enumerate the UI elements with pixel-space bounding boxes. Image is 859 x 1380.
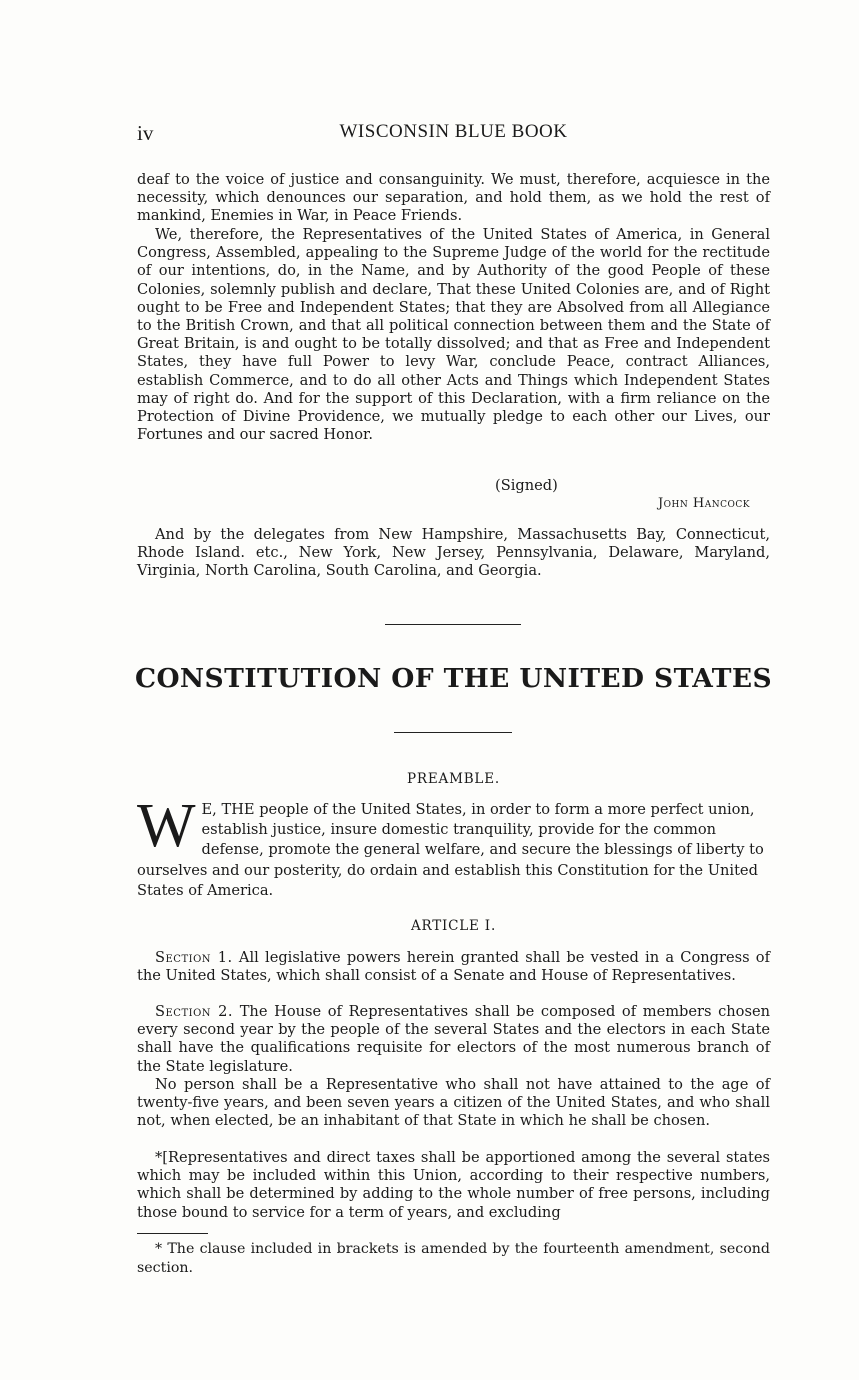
section-2-paragraph-2: No person shall be a Representative who shall not have attained to the age of twenty-five years, and been seven years a citizen of the United States, and who shall not, when elected, be an inhabitant of that State in which he shall be chosen. [137,1076,770,1130]
page-number: iv [137,121,154,145]
declaration-continuation: deaf to the voice of justice and consanguinity. We must, therefore, acquiesce in the necessity, which denounces our separation, and hold them, as we hold the rest of mankind, Enemies in War, in Peace Friends. [137,171,770,225]
section-2-paragraph-3: *[Representatives and direct taxes shall be apportioned among the several states which may be included within this Union, according to their respective numbers, which shall be determined by adding to the whole number of free persons, including those bound to service for a term of years, and excluding [137,1149,770,1221]
signer-name: John Hancock [657,496,750,511]
preamble [137,792,770,900]
section-2 [137,1003,770,1076]
signed-label: (Signed) [495,477,558,494]
delegates-paragraph: And by the delegates from New Hampshire, Massachusetts Bay, Connecticut, Rhode Island. etc., New York, New Jersey, Pennsylvania, Delaware, Maryland, Virginia, North Carolina, South Carolina, and Georgia. [137,526,770,580]
section-2-label: Section 2. [155,1003,234,1020]
page-header [137,121,770,149]
footnote: * The clause included in brackets is amended by the fourteenth amendment, second section. [137,1241,770,1276]
article-heading: ARTICLE I. [410,918,497,934]
preamble-heading: PREAMBLE. [407,771,500,787]
footnote-rule [137,1233,208,1234]
section-1-label: Section 1. [155,949,233,966]
running-title: WISCONSIN BLUE BOOK [339,121,568,142]
section-1-text: All legislative powers herein granted shall be vested in a Congress of the United States, which shall consist of a Senate and House of Representatives. [137,949,770,985]
constitution-title: CONSTITUTION OF THE UNITED STATES [134,663,773,694]
preamble-drop-cap: W [137,792,196,860]
section-divider-bottom [394,732,512,733]
section-2-text: The House of Representatives shall be composed of members chosen every second year by the people of the several States and the electors in each State shall have the qualifications requisite for electors of the most numerous branch of the State legislature. [137,1003,770,1075]
section-divider-top [385,624,521,625]
preamble-text: E, THE people of the United States, in order to form a more perfect union, establish justice, insure domestic tranquility, provide for the common defense, promote the general welfare, and secure the blessings of liberty to ourselves and our posterity, do ordain and establish this Constitution for the United States of America. [137,801,764,899]
declaration-final-paragraph: We, therefore, the Representatives of the United States of America, in General Congress, Assembled, appealing to the Supreme Judge of the world for the rectitude of our intentions, do, in the Name, and by Authority of the good People of these Colonies, solemnly publish and declare, That these United Colonies are, and of Right ought to be Free and Independent States; that they are Absolved from all Allegiance to the British Crown, and that all political connection between them and the State of Great Britain, is and ought to be totally dissolved; and that as Free and Independent States, they have full Power to levy War, conclude Peace, contract Alliances, establish Commerce, and to do all other Acts and Things which Independent States may of right do. And for the support of this Declaration, with a firm reliance on the Protection of Divine Providence, we mutually pledge to each other our Lives, our Fortunes and our sacred Honor. [137,226,770,444]
section-1 [137,949,770,985]
